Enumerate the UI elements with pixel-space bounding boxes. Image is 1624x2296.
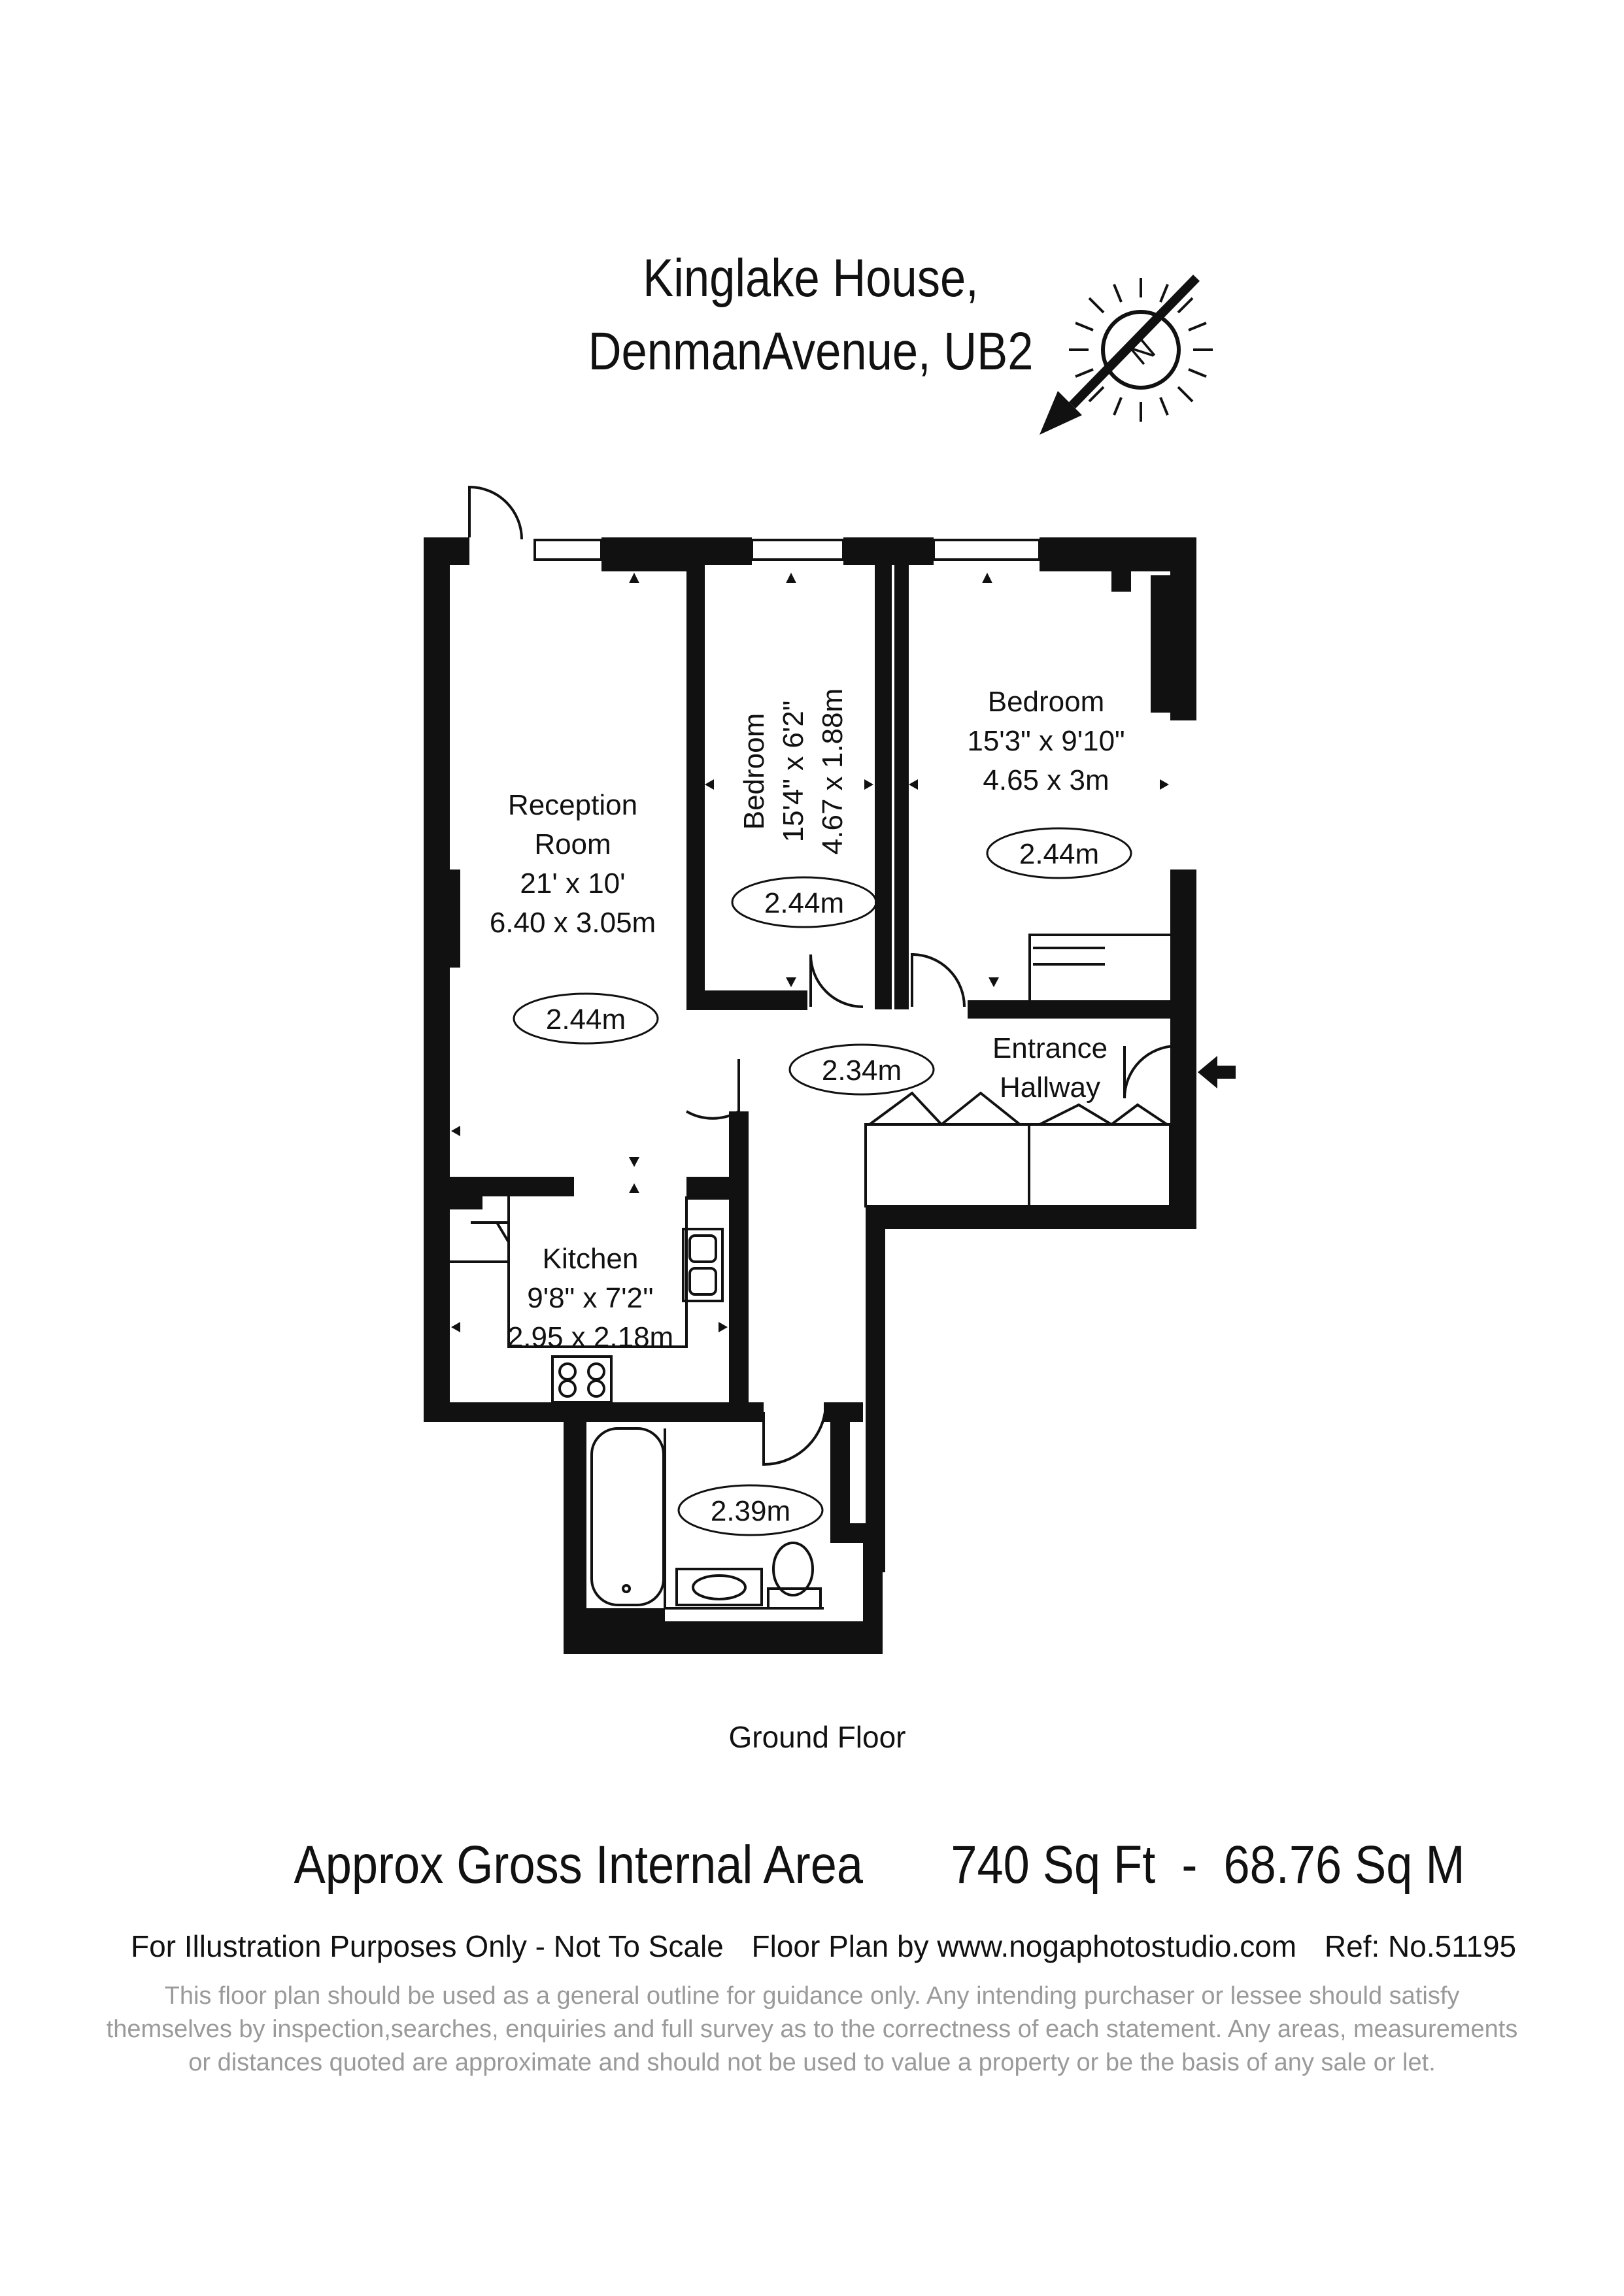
floor-label: Ground Floor xyxy=(728,1720,906,1754)
bedroom-small-ceiling-height: 2.44m xyxy=(764,887,845,919)
bedroom-large-label xyxy=(967,686,1125,796)
kitchen-name: Kitchen xyxy=(542,1243,639,1275)
floor-plan-credit: Floor Plan by www.nogaphotostudio.com xyxy=(751,1929,1297,1963)
entrance-arrow-icon xyxy=(1198,1056,1236,1089)
bathroom-ceiling-height: 2.39m xyxy=(710,1495,791,1527)
gross-area-value: 740 Sq Ft - 68.76 Sq M xyxy=(951,1835,1465,1895)
gross-area xyxy=(196,1834,1465,1896)
gross-area-label: Approx Gross Internal Area xyxy=(294,1835,863,1895)
property-title-line-2: DenmanAvenue, UB2 xyxy=(588,322,1034,381)
property-title-line-1: Kinglake House, xyxy=(643,248,979,308)
reception-metric: 6.40 x 3.05m xyxy=(489,907,656,939)
bedroom-small-label xyxy=(738,688,849,854)
credits-line xyxy=(131,1929,1517,1964)
bedroom-small-name: Bedroom xyxy=(738,713,770,830)
disclaimer-line-3: or distances quoted are approximate and should not be used to value a property or be the basis of any sale or let. xyxy=(188,2049,1436,2076)
reception-imperial: 21' x 10' xyxy=(520,868,626,900)
bedroom-large-name: Bedroom xyxy=(987,686,1105,718)
bedroom-small-metric: 4.67 x 1.88m xyxy=(817,688,849,855)
illustration-note: For Illustration Purposes Only - Not To Scale xyxy=(131,1929,724,1963)
reference-number: Ref: No.51195 xyxy=(1324,1929,1517,1963)
bedroom-large-imperial: 15'3" x 9'10" xyxy=(967,725,1125,757)
bedroom-small-imperial: 15'4" x 6'2" xyxy=(777,700,809,843)
disclaimer-line-1: This floor plan should be used as a general outline for guidance only. Any intending purchaser or lessee should satisfy xyxy=(164,1982,1460,2010)
reception-ceiling-height: 2.44m xyxy=(545,1004,626,1036)
reception-name-2: Room xyxy=(534,828,611,860)
kitchen-imperial: 9'8" x 7'2'' xyxy=(527,1282,654,1314)
compass-letter: N xyxy=(1125,333,1162,372)
bedroom-large-metric: 4.65 x 3m xyxy=(983,764,1109,796)
kitchen-metric: 2.95 x 2.18m xyxy=(507,1321,674,1353)
reception-room-label xyxy=(490,789,656,939)
hallway-name-1: Entrance xyxy=(992,1032,1108,1064)
hallway-name-2: Hallway xyxy=(999,1072,1101,1104)
disclaimer xyxy=(105,1980,1519,2080)
north-compass-icon xyxy=(1040,278,1213,435)
reception-name-1: Reception xyxy=(507,789,638,821)
disclaimer-line-2: themselves by inspection,searches, enquiries and full survey as to the correctness of each statement. Any areas, measurements xyxy=(106,2016,1518,2043)
hallway-ceiling-height: 2.34m xyxy=(821,1055,902,1087)
kitchen-label xyxy=(507,1243,673,1353)
hallway-label xyxy=(992,1032,1108,1104)
bedroom-large-ceiling-height: 2.44m xyxy=(1019,838,1100,870)
